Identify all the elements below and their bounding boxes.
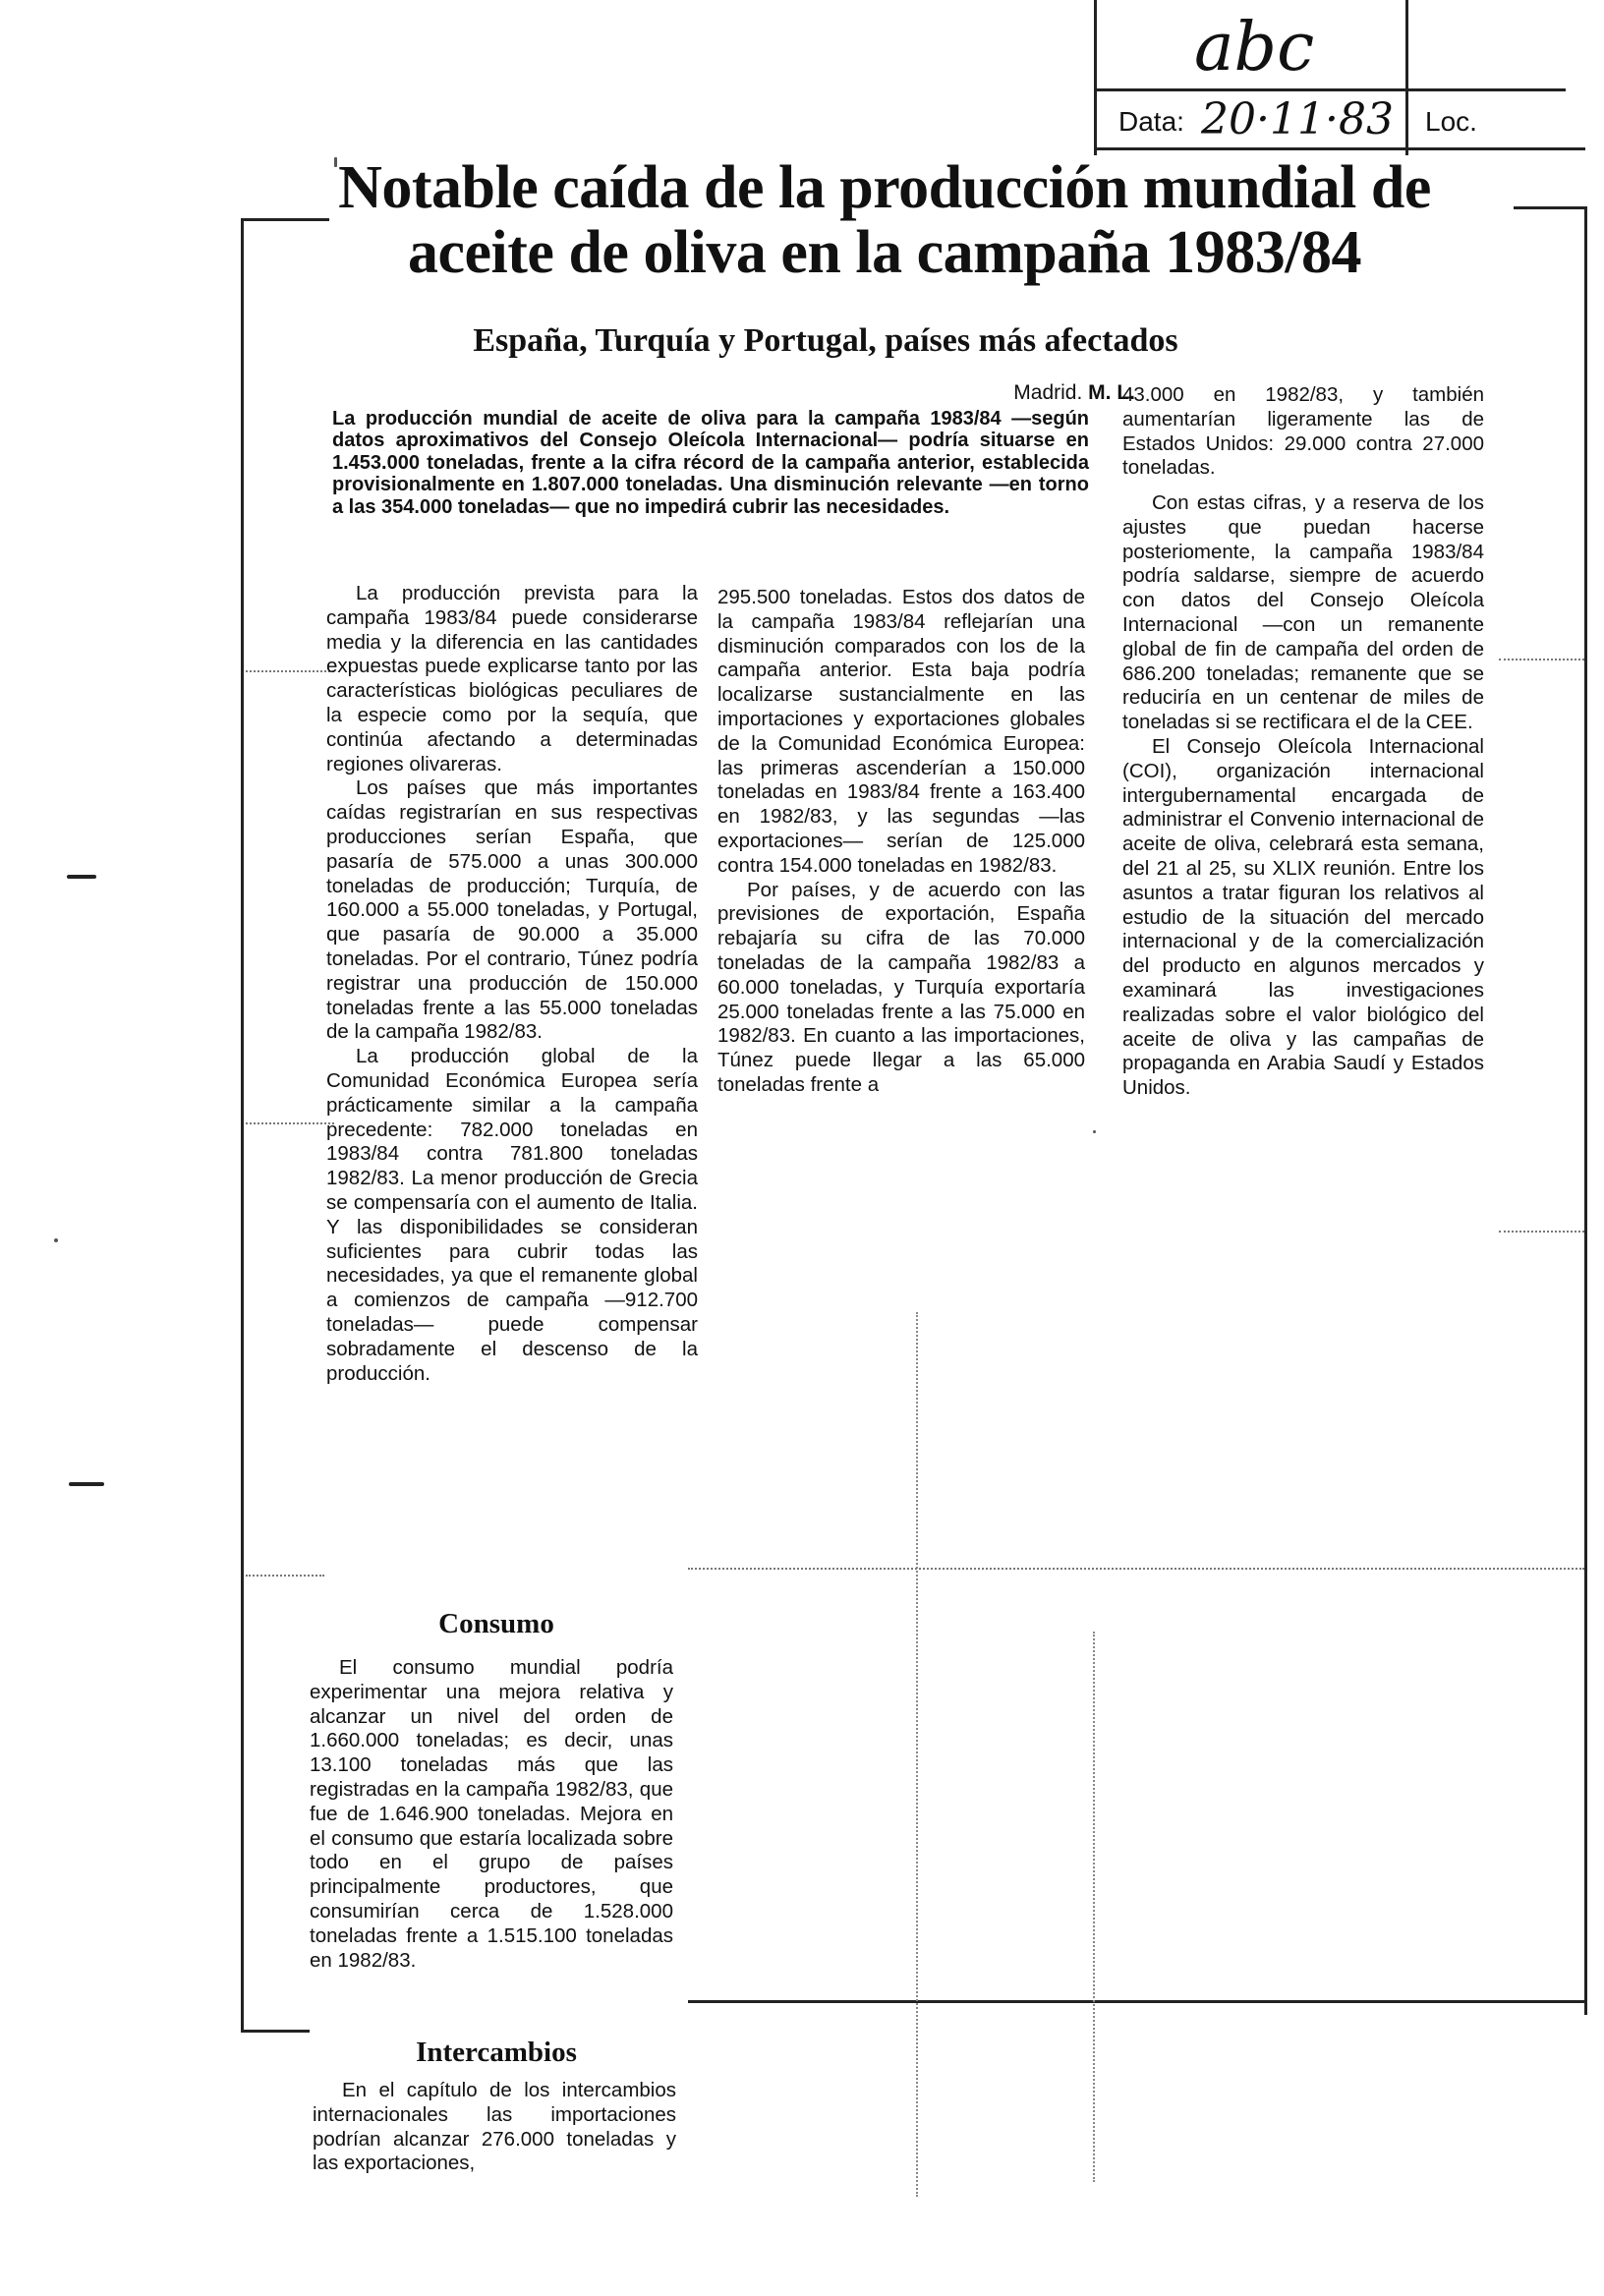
dotted-guide — [246, 1122, 334, 1124]
dotted-guide — [1499, 1231, 1584, 1233]
dotted-guide — [688, 1568, 1584, 1570]
dotted-guide — [246, 670, 334, 672]
article-intercambios-text — [313, 2079, 676, 2176]
stamp-mid-rule — [1094, 88, 1566, 91]
paragraph: 295.500 toneladas. Estos dos datos de la campaña 1983/84 reflejarían una disminución comparados con los de la campaña anterior. Esta baja podría localizarse sustancialmente en las importaciones y exportaciones globales de la Comunidad Económica Europea: las primeras ascenderían a 150.000 toneladas en 1983/84 frente a 163.400 en 1982/83, y las segundas —las exportaciones— serían de 125.000 contra 154.000 toneladas en 1982/83. — [717, 586, 1085, 877]
margin-mark — [67, 875, 96, 879]
frame-bottom-left — [241, 2030, 310, 2033]
dotted-guide — [246, 1575, 324, 1577]
paragraph: El consumo mundial podría experimentar una mejora relativa y alcanzar un nivel del orden de 1.660.000 toneladas; es decir, unas 13.100 toneladas más que las registradas en la campaña 1982/83, que fue de 1.646.900 toneladas. Mejora en el consumo que estaría localizada sobre todo en el grupo de países principalmente productores, que consumirían cerca de 1.528.000 toneladas frente a 1.515.100 toneladas en 1982/83. — [310, 1656, 673, 1972]
byline-place: Madrid. — [1013, 381, 1083, 404]
stamp-date-value: 20·11·83 — [1201, 94, 1394, 144]
paragraph: El Consejo Oleícola Internacional (COI), organización internacional intergubernamental encargada de administrar el Convenio internacional de aceite de oliva, celebrará esta semana, del 21 al 25, su XLIX reunión. Entre los asuntos a tratar figuran los relativos al estudio de la situación del mercado internacional y de la comercialización del producto en algunos mercados y examinará las investigaciones realizadas sobre el valor biológico del aceite de oliva y las campañas de propaganda en Arabia Saudí y Estados Unidos. — [1122, 734, 1484, 1100]
stamp-right-rule — [1405, 0, 1408, 155]
article-subtitle: España, Turquía y Portugal, países más afectados — [473, 322, 1178, 359]
paragraph: En el capítulo de los intercambios internacionales las importaciones podrían alcanzar 276.000 toneladas y las exportaciones, — [313, 2079, 676, 2175]
paragraph: La producción global de la Comunidad Económica Europea sería prácticamente similar a la campaña precedente: 782.000 toneladas en 1983/84 contra 781.800 toneladas 1982/83. La menor producción de Grecia se compensaría con el aumento de Italia. Y las disponibilidades se consideran suficientes para cubrir todas las necesidades, ya que el remanente global a comienzos de campaña —912.700 toneladas— puede compensar sobradamente el descenso de la producción. — [326, 1045, 698, 1385]
speck — [54, 1238, 58, 1242]
article-consumo-text — [310, 1656, 673, 1973]
article-lead: La producción mundial de aceite de oliva para la campaña 1983/84 —según datos aproximativos del Consejo Oleícola Internacional— podría situarse en 1.453.000 toneladas, frente a la cifra récord de la campaña anterior, establecida provisionalmente en 1.807.000 toneladas. Una disminución relevante —en torno a las 354.000 toneladas— que no impedirá cubrir las necesidades. — [332, 408, 1089, 518]
dotted-guide — [1499, 659, 1584, 660]
paragraph: 43.000 en 1982/83, y también aumentarían ligeramente las de Estados Unidos: 29.000 contra 27.000 toneladas. — [1122, 383, 1484, 480]
article-title: Notable caída de la producción mundial de aceite de oliva en la campaña 1983/84 — [338, 154, 1431, 286]
section-heading-intercambios: Intercambios — [416, 2037, 577, 2068]
paragraph: Con estas cifras, y a reserva de los ajustes que puedan hacerse posteriomente, la campaña 1983/84 podría saldarse, siempre de acuerdo con datos del Consejo Oleícola Internacional —con un remanente global de fin de campaña del orden de 686.200 toneladas; remanente que se reduciría en un centenar de miles de toneladas si se rectificara el de la CEE. — [1122, 491, 1484, 734]
stamp-date-label: Data: — [1118, 106, 1184, 137]
frame-bottom-right — [688, 2000, 1587, 2003]
article-column-1 — [326, 582, 698, 1386]
stamp-source: abc — [1194, 9, 1315, 86]
article-column-2 — [717, 586, 1085, 1098]
margin-mark — [69, 1482, 104, 1486]
article-column-3 — [1122, 491, 1484, 1101]
speck — [1093, 1130, 1096, 1133]
dotted-guide — [1093, 1632, 1095, 2182]
dotted-guide — [916, 1312, 918, 2197]
article-column-3-continuation — [1122, 383, 1484, 481]
byline — [1013, 381, 1135, 405]
frame-left — [241, 218, 244, 2032]
stamp-bottom-rule — [1094, 147, 1585, 150]
frame-right — [1584, 206, 1587, 2015]
stamp-loc-label: Loc. — [1425, 106, 1477, 137]
paragraph: La producción prevista para la campaña 1983/84 puede considerarse media y la diferencia en las cantidades expuestas puede explicarse tanto por las características biológicas peculiares de la especie como por la sequía, que continúa afectando a determinadas regiones olivareras. — [326, 582, 698, 775]
frame-top-right — [1514, 206, 1587, 209]
byline-author: M. L. — [1088, 381, 1135, 404]
paragraph: Los países que más importantes caídas registrarían en sus respectivas producciones serían España, que pasaría de 575.000 a unas 300.000 toneladas de producción; Turquía, de 160.000 a 55.000 toneladas, y Portugal, que pasaría de 90.000 a 35.000 toneladas. Por el contrario, Túnez podría registrar una producción de 150.000 toneladas frente a las 55.000 toneladas de la campaña 1982/83. — [326, 776, 698, 1044]
paragraph: Por países, y de acuerdo con las previsiones de exportación, España rebajaría su cifra de las 70.000 toneladas de la campaña 1982/83 a 60.000 toneladas, y Turquía exportaría 25.000 toneladas frente a las 75.000 en 1982/83. En cuanto a las importaciones, Túnez puede llegar a las 65.000 toneladas frente a — [717, 878, 1085, 1096]
section-heading-consumo: Consumo — [438, 1608, 554, 1639]
stamp-left-rule — [1094, 0, 1097, 155]
